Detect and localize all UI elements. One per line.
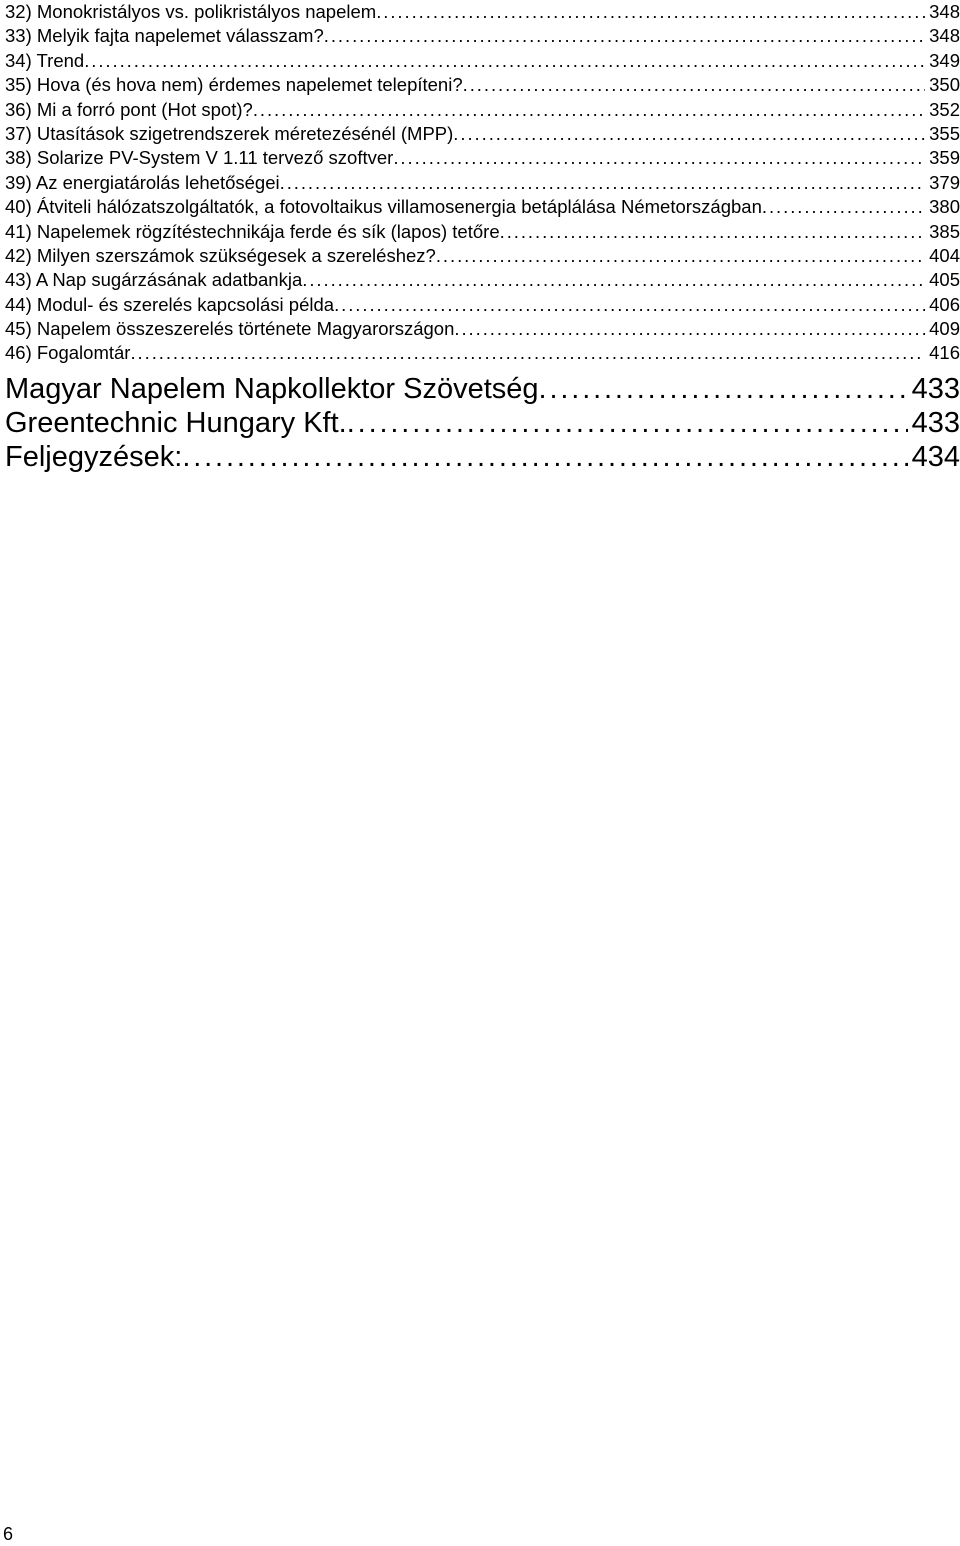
dot-leader [500, 220, 926, 244]
toc-entry-page: 409 [929, 318, 960, 340]
dot-leader [463, 73, 926, 97]
toc-entry-title: 33) Melyik fajta napelemet válasszam? [5, 25, 324, 47]
toc-entry-page: 404 [929, 244, 960, 266]
toc-entry[interactable] [5, 195, 960, 219]
toc-entry[interactable] [5, 49, 960, 73]
toc-major-entry[interactable] [5, 440, 960, 474]
toc-entry-title: 38) Solarize PV-System V 1.11 tervező szoftver [5, 147, 394, 169]
dot-leader [324, 24, 925, 48]
toc-entry-title: 35) Hova (és hova nem) érdemes napelemet telepíteni? [5, 74, 463, 96]
toc-major-entry[interactable] [5, 372, 960, 406]
toc-entry[interactable] [5, 73, 960, 97]
toc-entry-title: 42) Milyen szerszámok szükségesek a szereléshez? [5, 244, 436, 266]
toc-entry-title: 40) Átviteli hálózatszolgáltatók, a fotovoltaikus villamosenergia betáplálása Németországban [5, 196, 762, 218]
table-of-contents [5, 0, 960, 474]
toc-entry-page: 355 [929, 122, 960, 144]
toc-entry[interactable] [5, 220, 960, 244]
dot-leader [453, 122, 925, 146]
toc-entry[interactable] [5, 171, 960, 195]
dot-leader [302, 268, 925, 292]
dot-leader [334, 293, 925, 317]
toc-entry-page: 433 [911, 406, 960, 439]
toc-entry[interactable] [5, 24, 960, 48]
toc-entry-page: 348 [929, 1, 960, 22]
dot-leader [130, 341, 925, 365]
toc-entry-title: Greentechnic Hungary Kft. [5, 406, 347, 439]
toc-entry[interactable] [5, 146, 960, 170]
toc-entry[interactable] [5, 98, 960, 122]
toc-entry-title: 34) Trend [5, 49, 85, 71]
dot-leader [84, 49, 925, 73]
dot-leader [436, 244, 925, 268]
toc-entry-page: 352 [929, 98, 960, 120]
toc-entry-page: 416 [929, 342, 960, 364]
toc-entry-title: 46) Fogalomtár [5, 342, 131, 364]
toc-entry-title: 44) Modul- és szerelés kapcsolási példa [5, 293, 335, 315]
toc-entry[interactable] [5, 268, 960, 292]
dot-leader [393, 146, 925, 170]
toc-entry-title: 37) Utasítások szigetrendszerek méretezésénél (MPP) [5, 122, 454, 144]
toc-entry[interactable] [5, 0, 960, 24]
toc-entry-page: 385 [929, 220, 960, 242]
dot-leader [347, 406, 908, 440]
page-number: 6 [3, 1524, 14, 1544]
toc-entry-title: 43) A Nap sugárzásának adatbankja [5, 269, 303, 291]
dot-leader [539, 372, 908, 406]
dot-leader [253, 98, 925, 122]
toc-entry-page: 380 [929, 196, 960, 218]
toc-entry-page: 349 [929, 49, 960, 71]
toc-entry-title: 32) Monokristályos vs. polikristályos napelem [5, 1, 377, 22]
toc-entry-page: 433 [911, 372, 960, 405]
toc-entry-title: 45) Napelem összeszerelés története Magyarországon [5, 318, 455, 340]
toc-entry[interactable] [5, 317, 960, 341]
toc-entry-page: 348 [929, 25, 960, 47]
dot-leader [454, 317, 925, 341]
toc-entry[interactable] [5, 341, 960, 365]
toc-entry[interactable] [5, 122, 960, 146]
toc-entry-title: Magyar Napelem Napkollektor Szövetség [5, 372, 539, 405]
toc-entry-page: 434 [911, 440, 960, 473]
dot-leader [376, 0, 925, 24]
toc-major-entry[interactable] [5, 406, 960, 440]
toc-entry-page: 406 [929, 293, 960, 315]
dot-leader [280, 171, 926, 195]
dot-leader [762, 195, 925, 219]
toc-entry-title: 41) Napelemek rögzítéstechnikája ferde és sík (lapos) tetőre [5, 220, 500, 242]
toc-entry-page: 405 [929, 269, 960, 291]
toc-entry-page: 359 [929, 147, 960, 169]
toc-entry-page: 350 [929, 74, 960, 96]
toc-entry[interactable] [5, 293, 960, 317]
toc-entry-title: Feljegyzések: [5, 440, 183, 473]
dot-leader [182, 440, 907, 474]
toc-entry[interactable] [5, 244, 960, 268]
toc-entry-page: 379 [929, 171, 960, 193]
toc-entry-title: 39) Az energiatárolás lehetőségei [5, 171, 280, 193]
toc-entry-title: 36) Mi a forró pont (Hot spot)? [5, 98, 253, 120]
